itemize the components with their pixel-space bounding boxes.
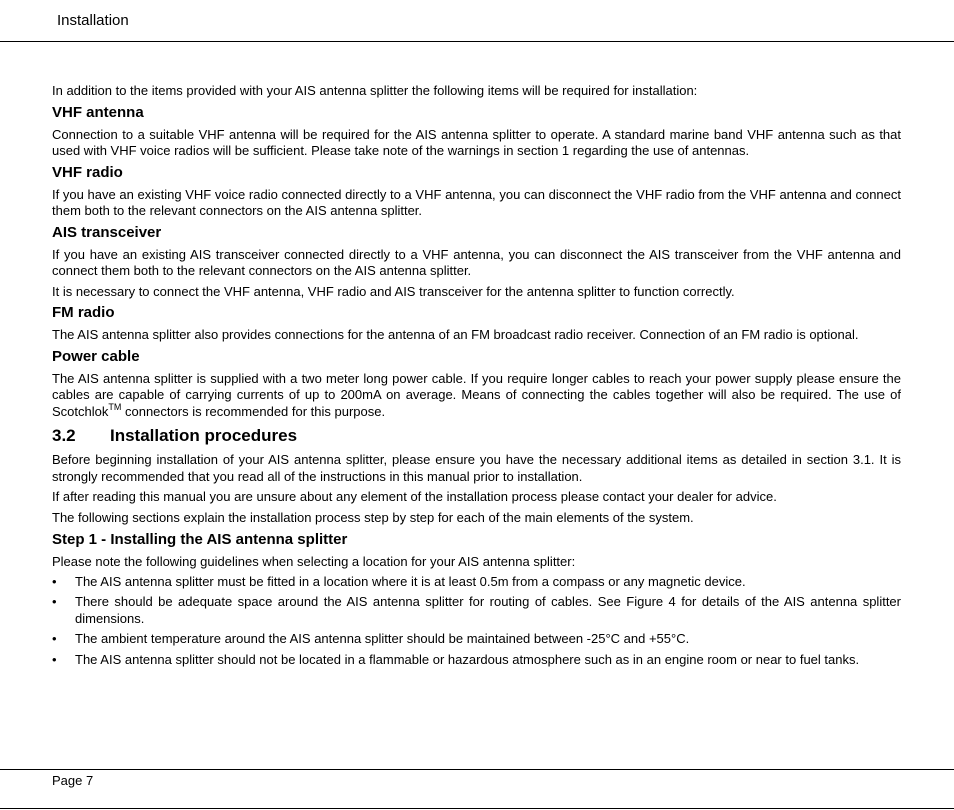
ais-transceiver-paragraph: If you have an existing AIS transceiver connected directly to a VHF antenna, you can disconnect the AIS transceiver from the VHF antenna and connect them both to the relevant connectors on the AIS antenna splitter. xyxy=(52,246,901,278)
bullet-icon: • xyxy=(52,631,57,646)
header-divider xyxy=(0,41,954,42)
ais-transceiver-note: It is necessary to connect the VHF antenna, VHF radio and AIS transceiver for the antenna splitter to function correctly. xyxy=(52,283,735,299)
list-item xyxy=(52,631,901,648)
document-body xyxy=(52,83,901,668)
section-title: Installation procedures xyxy=(110,426,298,445)
list-item-text: The ambient temperature around the AIS antenna splitter should be maintained between -25°C and +55°C. xyxy=(75,631,690,646)
list-item-text: There should be adequate space around the AIS antenna splitter for routing of cables. See Figure 4 for details of the AIS antenna splitter dimensions. xyxy=(75,594,901,626)
page-header-title: Installation xyxy=(57,12,129,29)
procedures-paragraph-2: If after reading this manual you are unsure about any element of the installation process please contact your dealer for advice. xyxy=(52,489,777,504)
procedures-paragraph-1: Before beginning installation of your AIS antenna splitter, please ensure you have the necessary additional items as detailed in section 3.1. It is strongly recommended that you read all of the instructions in this manual prior to installation. xyxy=(52,452,901,484)
fm-radio-paragraph: The AIS antenna splitter also provides connections for the antenna of an FM broadcast radio receiver. Connection of an FM radio is optional. xyxy=(52,327,859,342)
procedures-paragraph-3: The following sections explain the installation process step by step for each of the main elements of the system. xyxy=(52,509,694,525)
power-cable-heading: Power cable xyxy=(52,347,140,365)
vhf-antenna-paragraph: Connection to a suitable VHF antenna will be required for the AIS antenna splitter to operate. A standard marine band VHF antenna such as that used with VHF voice radios will be sufficient. Please take note of the warnings in section 1 regarding the use of antennas. xyxy=(52,126,901,158)
intro-paragraph: In addition to the items provided with your AIS antenna splitter the following items will be required for installation: xyxy=(52,83,698,98)
ais-transceiver-heading: AIS transceiver xyxy=(52,223,162,241)
guidelines-list xyxy=(52,574,901,669)
power-cable-text: The AIS antenna splitter is supplied with a two meter long power cable. If you require longer cables to reach your power supply please ensure the cables are capable of carrying currents of up to 200mA on average. Means of connecting the cables together will also be required. The use of Scotchlok xyxy=(52,370,901,419)
vhf-antenna-heading: VHF antenna xyxy=(52,103,144,121)
step1-intro: Please note the following guidelines when selecting a location for your AIS antenna splitter: xyxy=(52,554,576,569)
power-cable-paragraph xyxy=(52,371,901,421)
section-heading xyxy=(52,425,901,446)
page-number: Page 7 xyxy=(52,773,94,788)
list-item xyxy=(52,594,901,627)
vhf-radio-heading: VHF radio xyxy=(52,163,123,181)
bullet-icon: • xyxy=(52,651,57,667)
list-item-text: The AIS antenna splitter must be fitted in a location where it is at least 0.5m from a compass or any magnetic device. xyxy=(75,573,746,589)
section-number: 3.2 xyxy=(52,426,76,445)
list-item-text: The AIS antenna splitter should not be located in a flammable or hazardous atmosphere such as in an engine room or near to fuel tanks. xyxy=(75,651,860,667)
bullet-icon: • xyxy=(52,594,57,609)
step1-heading: Step 1 - Installing the AIS antenna splitter xyxy=(52,531,348,548)
trademark-superscript: TM xyxy=(108,401,122,412)
vhf-radio-paragraph: If you have an existing VHF voice radio connected directly to a VHF antenna, you can disconnect the VHF radio from the VHF antenna and connect them both to the relevant connectors on the AIS antenna splitter. xyxy=(52,186,901,218)
bullet-icon: • xyxy=(52,573,57,589)
list-item xyxy=(52,574,901,591)
fm-radio-heading: FM radio xyxy=(52,304,115,321)
footer-divider-bottom xyxy=(0,808,954,809)
power-cable-text-end: connectors is recommended for this purpose. xyxy=(121,403,386,419)
list-item xyxy=(52,652,901,669)
footer-divider-top xyxy=(0,769,954,770)
